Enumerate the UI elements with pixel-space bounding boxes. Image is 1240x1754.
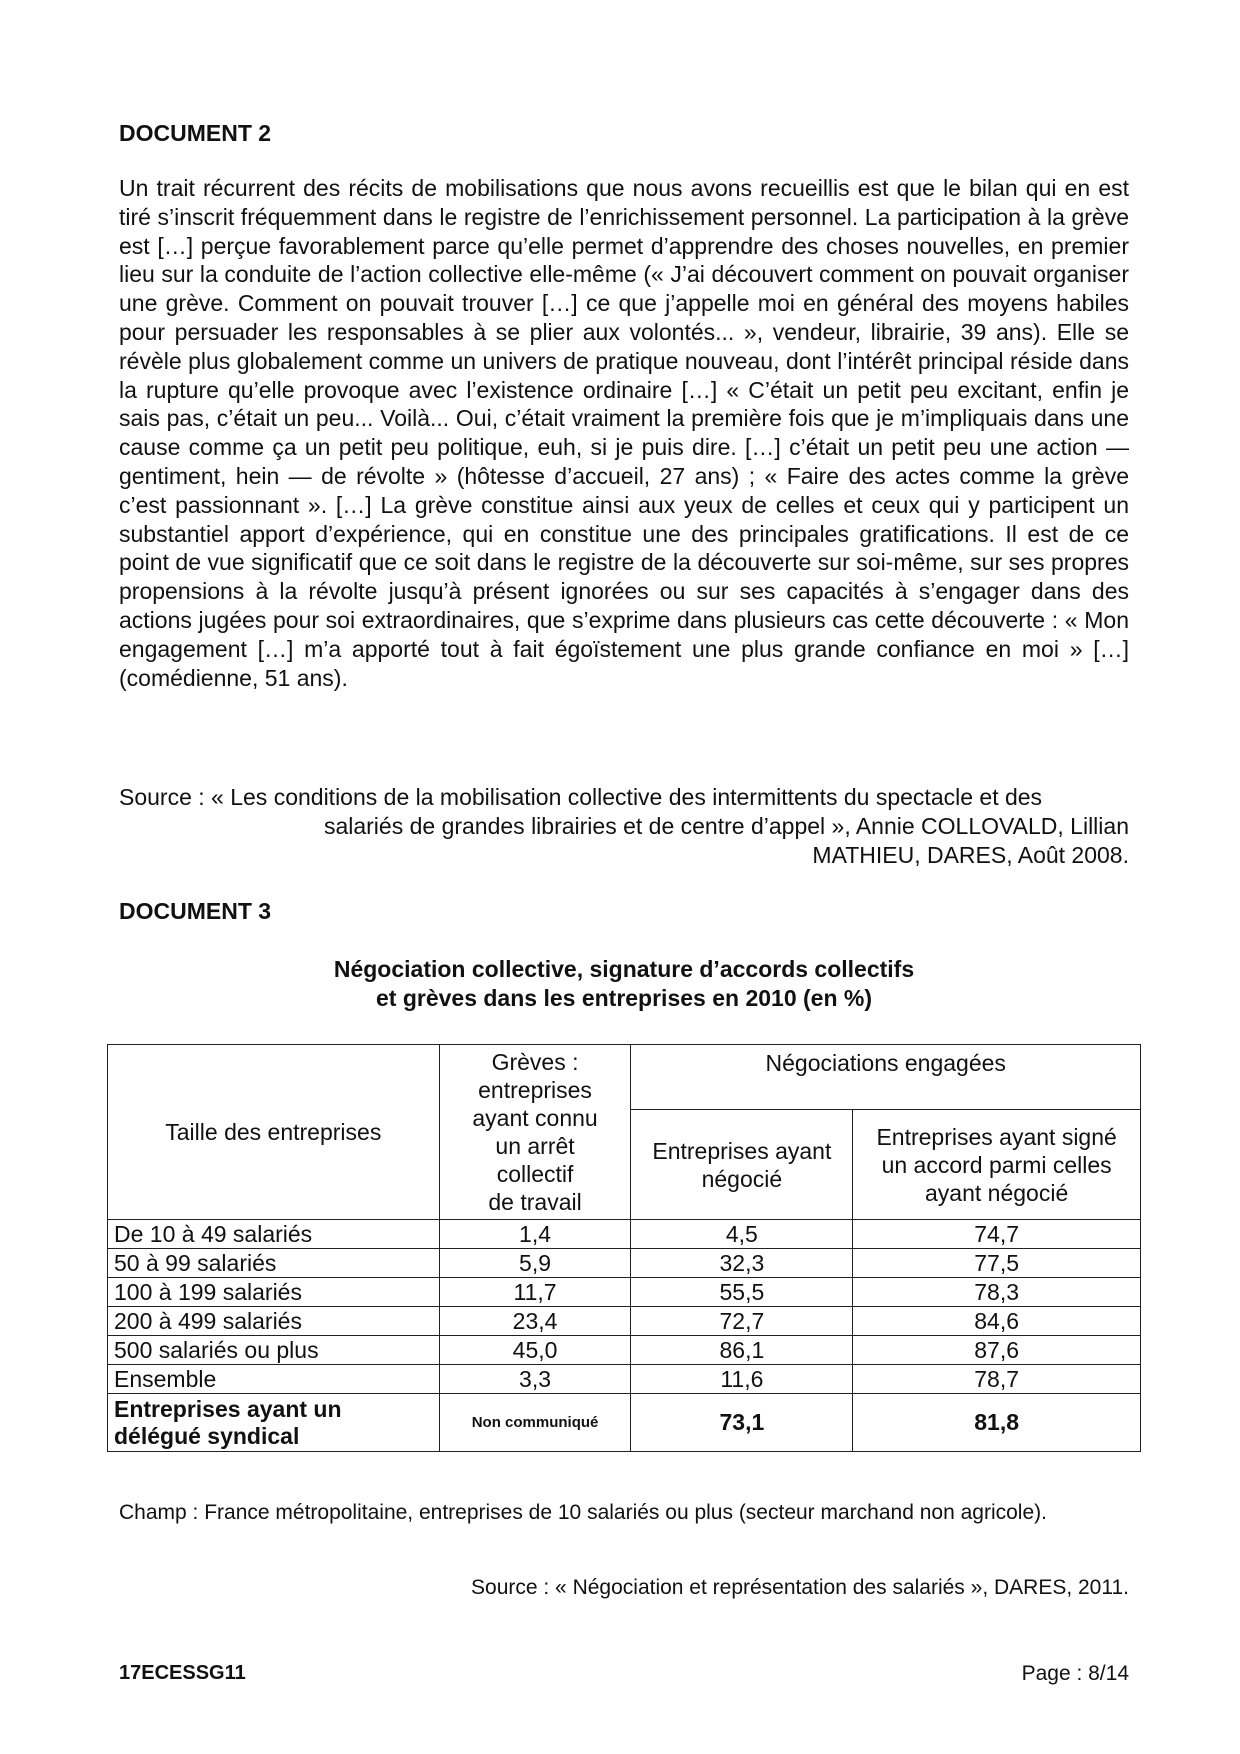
table-title-line: et grèves dans les entreprises en 2010 (en %) — [375, 985, 873, 1011]
cell-greves: Non communiqué — [439, 1394, 631, 1452]
row-label: 200 à 499 salariés — [108, 1307, 440, 1336]
table-row — [108, 1278, 1141, 1307]
row-label: 100 à 199 salariés — [108, 1278, 440, 1307]
cell-negocie: 32,3 — [631, 1249, 853, 1278]
cell-signe: 84,6 — [853, 1307, 1141, 1336]
table-source: Source : « Négociation et représentation des salariés », DARES, 2011. — [471, 1576, 1129, 1599]
document-2-source — [119, 783, 1129, 869]
table-row — [108, 1336, 1141, 1365]
header-line: Entreprises ayant — [652, 1137, 832, 1164]
row-label: 500 salariés ou plus — [108, 1336, 440, 1365]
source-line: salariés de grandes librairies et de centre d’appel », Annie COLLOVALD, Lillian — [323, 812, 1129, 839]
header-taille: Taille des entreprises — [108, 1045, 440, 1220]
table-row — [108, 1365, 1141, 1394]
document-2-heading: DOCUMENT 2 — [119, 120, 272, 146]
cell-signe: 87,6 — [853, 1336, 1141, 1365]
footer-code: 17ECESSG11 — [119, 1662, 246, 1684]
cell-negocie: 72,7 — [631, 1307, 853, 1336]
row-label — [108, 1394, 440, 1452]
cell-greves: 11,7 — [439, 1278, 631, 1307]
cell-greves: 3,3 — [439, 1365, 631, 1394]
header-negocie — [631, 1110, 853, 1220]
cell-signe: 74,7 — [853, 1220, 1141, 1249]
table-champ-note: Champ : France métropolitaine, entreprises de 10 salariés ou plus (secteur marchand non agricole). — [119, 1501, 1047, 1524]
cell-negocie: 73,1 — [631, 1394, 853, 1452]
cell-signe: 78,7 — [853, 1365, 1141, 1394]
source-line: MATHIEU, DARES, Août 2008. — [812, 841, 1129, 868]
row-label: Ensemble — [108, 1365, 440, 1394]
source-line: Source : « Les conditions de la mobilisation collective des intermittents du spectacle et des — [119, 784, 1043, 810]
table-title — [119, 955, 1129, 1013]
header-line: négocié — [701, 1165, 783, 1192]
cell-greves: 45,0 — [439, 1336, 631, 1365]
table-row — [108, 1307, 1141, 1336]
table-row-syndical — [108, 1394, 1141, 1452]
cell-negocie: 4,5 — [631, 1220, 853, 1249]
header-line: ayant connu — [472, 1105, 598, 1131]
statistics-table — [107, 1044, 1141, 1452]
table-row — [108, 1220, 1141, 1249]
cell-negocie: 55,5 — [631, 1278, 853, 1307]
header-greves — [439, 1045, 631, 1220]
header-negociations: Négociations engagées — [631, 1045, 1141, 1110]
header-line: entreprises — [478, 1077, 592, 1103]
header-line: Entreprises ayant signé — [876, 1123, 1117, 1150]
cell-signe: 81,8 — [853, 1394, 1141, 1452]
header-line: collectif — [496, 1161, 574, 1187]
cell-negocie: 86,1 — [631, 1336, 853, 1365]
cell-negocie: 11,6 — [631, 1365, 853, 1394]
footer-page-number: Page : 8/14 — [1021, 1662, 1129, 1685]
cell-signe: 78,3 — [853, 1278, 1141, 1307]
header-line: Grèves : — [491, 1049, 579, 1075]
document-2-text: Un trait récurrent des récits de mobilisations que nous avons recueillis est que le bilan qui en est tiré s’inscrit fréquemment dans le registre de l’enrichissement personnel. La participation à la grève est […] perçue favorablement parce qu’elle permet d’apprendre des choses nouvelles, en premier lieu sur la conduite de l’action collective elle-même (« J’ai découvert comment on pouvait organiser une grève. Comment on pouvait trouver […] ce que j’appelle moi en général des moyens habiles pour persuader les responsables à se plier aux volontés... », vendeur, librairie, 39 ans). Elle se révèle plus globalement comme un univers de pratique nouveau, dont l’intérêt principal réside dans la rupture qu’elle provoque avec l’existence ordinaire […] « C’était un petit peu excitant, enfin je sais pas, c’était un peu... Voilà... Oui, c’était vraiment la première fois que je m’impliquais dans une cause comme ça un petit peu politique, euh, si je puis dire. […] c’était un petit peu une action — gentiment, hein — de révolte » (hôtesse d’accueil, 27 ans) ; « Faire des actes comme la grève c’est passionnant ». […] La grève constitue ainsi aux yeux de celles et ceux qui y participent un substantiel apport d’expérience, qui en constitue une des principales gratifications. Il est de ce point de vue significatif que ce soit dans le registre de la découverte sur soi-même, sur ses propres propensions à la révolte jusqu’à présent ignorées ou sur ses capacités à s’engager dans des actions jugées pour soi extraordinaires, que s’exprime dans plusieurs cas cette découverte : « Mon engagement […] m’a apporté tout à fait égoïstement une plus grande confiance en moi » […] (comédienne, 51 ans). — [119, 175, 1129, 691]
cell-signe: 77,5 — [853, 1249, 1141, 1278]
header-line: ayant négocié — [925, 1179, 1069, 1206]
table-title-line: Négociation collective, signature d’accords collectifs — [333, 956, 915, 982]
header-signe — [853, 1110, 1141, 1220]
cell-greves: 1,4 — [439, 1220, 631, 1249]
cell-greves: 23,4 — [439, 1307, 631, 1336]
header-line: de travail — [488, 1189, 582, 1215]
row-label: 50 à 99 salariés — [108, 1249, 440, 1278]
cell-greves: 5,9 — [439, 1249, 631, 1278]
header-line: un arrêt — [495, 1133, 575, 1159]
document-3-heading: DOCUMENT 3 — [119, 898, 272, 924]
row-label: De 10 à 49 salariés — [108, 1220, 440, 1249]
table-row — [108, 1249, 1141, 1278]
row-label-line: délégué syndical — [114, 1422, 300, 1449]
header-line: un accord parmi celles — [881, 1151, 1112, 1178]
row-label-line: Entreprises ayant un — [114, 1395, 342, 1422]
